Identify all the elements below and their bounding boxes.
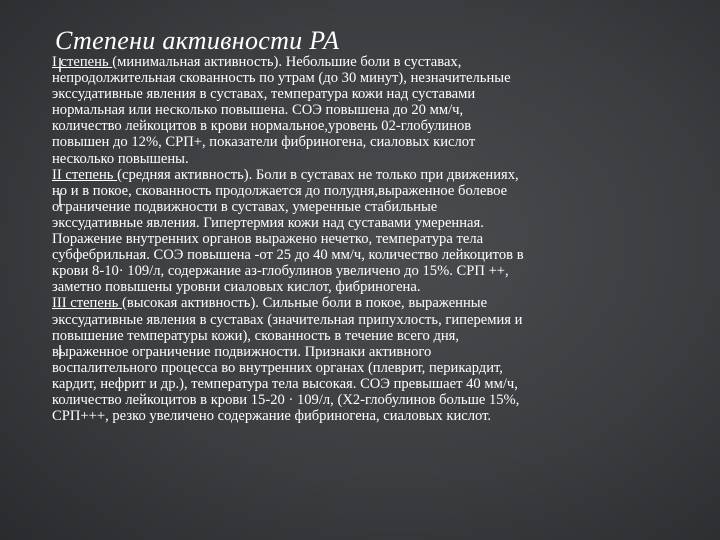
line-text: нормальная или несколько повышена. СОЭ повышена до 20 мм/ч, [52, 102, 464, 119]
text-line [52, 215, 702, 231]
degree-label: I степень [52, 54, 113, 70]
line-text: кардит, нефрит и др.), температура тела высокая. СОЭ превышает 40 мм/ч, [52, 375, 518, 392]
text-line [52, 408, 702, 424]
line-text: повышение температуры кожи), скованность в течение всего дня, [52, 327, 460, 344]
line-text: заметно повышены уровни сиаловых кислот, фибриногена. [52, 279, 421, 296]
paragraph-2 [52, 167, 702, 296]
line-text: экссудативные явления в суставах, температура кожи над суставами [52, 86, 476, 103]
text-line [52, 376, 702, 392]
line-text: экссудативные явления. Гипертермия кожи над суставами умеренная. [52, 214, 484, 231]
text-line [52, 295, 702, 311]
text-line [52, 54, 702, 70]
paragraph-1 [52, 54, 702, 167]
slide-title: Степени активности РА [55, 26, 340, 55]
line-text: (средняя активность). Боли в суставах не только при движениях, [117, 166, 519, 183]
text-line [52, 70, 702, 86]
text-line [52, 231, 702, 247]
text-line [52, 183, 702, 199]
line-text: повышен до 12%, СРП+, показатели фибриногена, сиаловых кислот [52, 134, 476, 151]
line-text: воспалительного процесса во внутренних органах (плеврит, перикардит, [52, 359, 503, 376]
text-line [52, 312, 702, 328]
text-line [52, 279, 702, 295]
line-text: (высокая активность). Сильные боли в покое, выраженные [121, 295, 488, 312]
line-text: Поражение внутренних органов выражено нечетко, температура тела [52, 231, 484, 248]
line-text: (минимальная активность). Небольшие боли в суставах, [112, 54, 462, 70]
text-line [52, 151, 702, 167]
line-text: количество лейкоцитов в крови нормальное,уровень 02-глобулинов [52, 118, 472, 135]
text-line [52, 392, 702, 408]
line-text: количество лейкоцитов в крови 15-20 · 109/л, (Х2-глобулинов больше 15%, [52, 391, 520, 408]
text-line [52, 344, 702, 360]
line-text: несколько повышены. [52, 150, 189, 167]
slide-body [52, 54, 702, 424]
text-line [52, 263, 702, 279]
degree-label: II степень [52, 166, 118, 183]
line-text: субфебрильная. СОЭ повышена -от 25 до 40 мм/ч, количество лейкоцитов в [52, 247, 524, 264]
text-line [52, 360, 702, 376]
text-line [52, 134, 702, 150]
line-text: непродолжительная скованность по утрам (до 30 минут), незначительные [52, 70, 511, 87]
line-text: выраженное ограничение подвижности. Признаки активного [52, 343, 432, 360]
text-line [52, 102, 702, 118]
line-text: экссудативные явления в суставах (значительная припухлость, гиперемия и [52, 311, 523, 328]
text-line [52, 167, 702, 183]
text-line [52, 199, 702, 215]
line-text: СРП+++, резко увеличено содержание фибриногена, сиаловых кислот. [52, 408, 492, 425]
degree-label: III степень [52, 295, 122, 312]
paragraph-3 [52, 295, 702, 424]
line-text: крови 8-10· 109/л, содержание аз-глобулинов увеличено до 15%. СРП ++, [52, 263, 509, 280]
line-text: ограничение подвижности в суставах, умеренные стабильные [52, 198, 438, 215]
text-line [52, 86, 702, 102]
line-text: но и в покое, скованность продолжается до полудня,выраженное болевое [52, 182, 508, 199]
text-line [52, 328, 702, 344]
text-line [52, 118, 702, 134]
text-line [52, 247, 702, 263]
